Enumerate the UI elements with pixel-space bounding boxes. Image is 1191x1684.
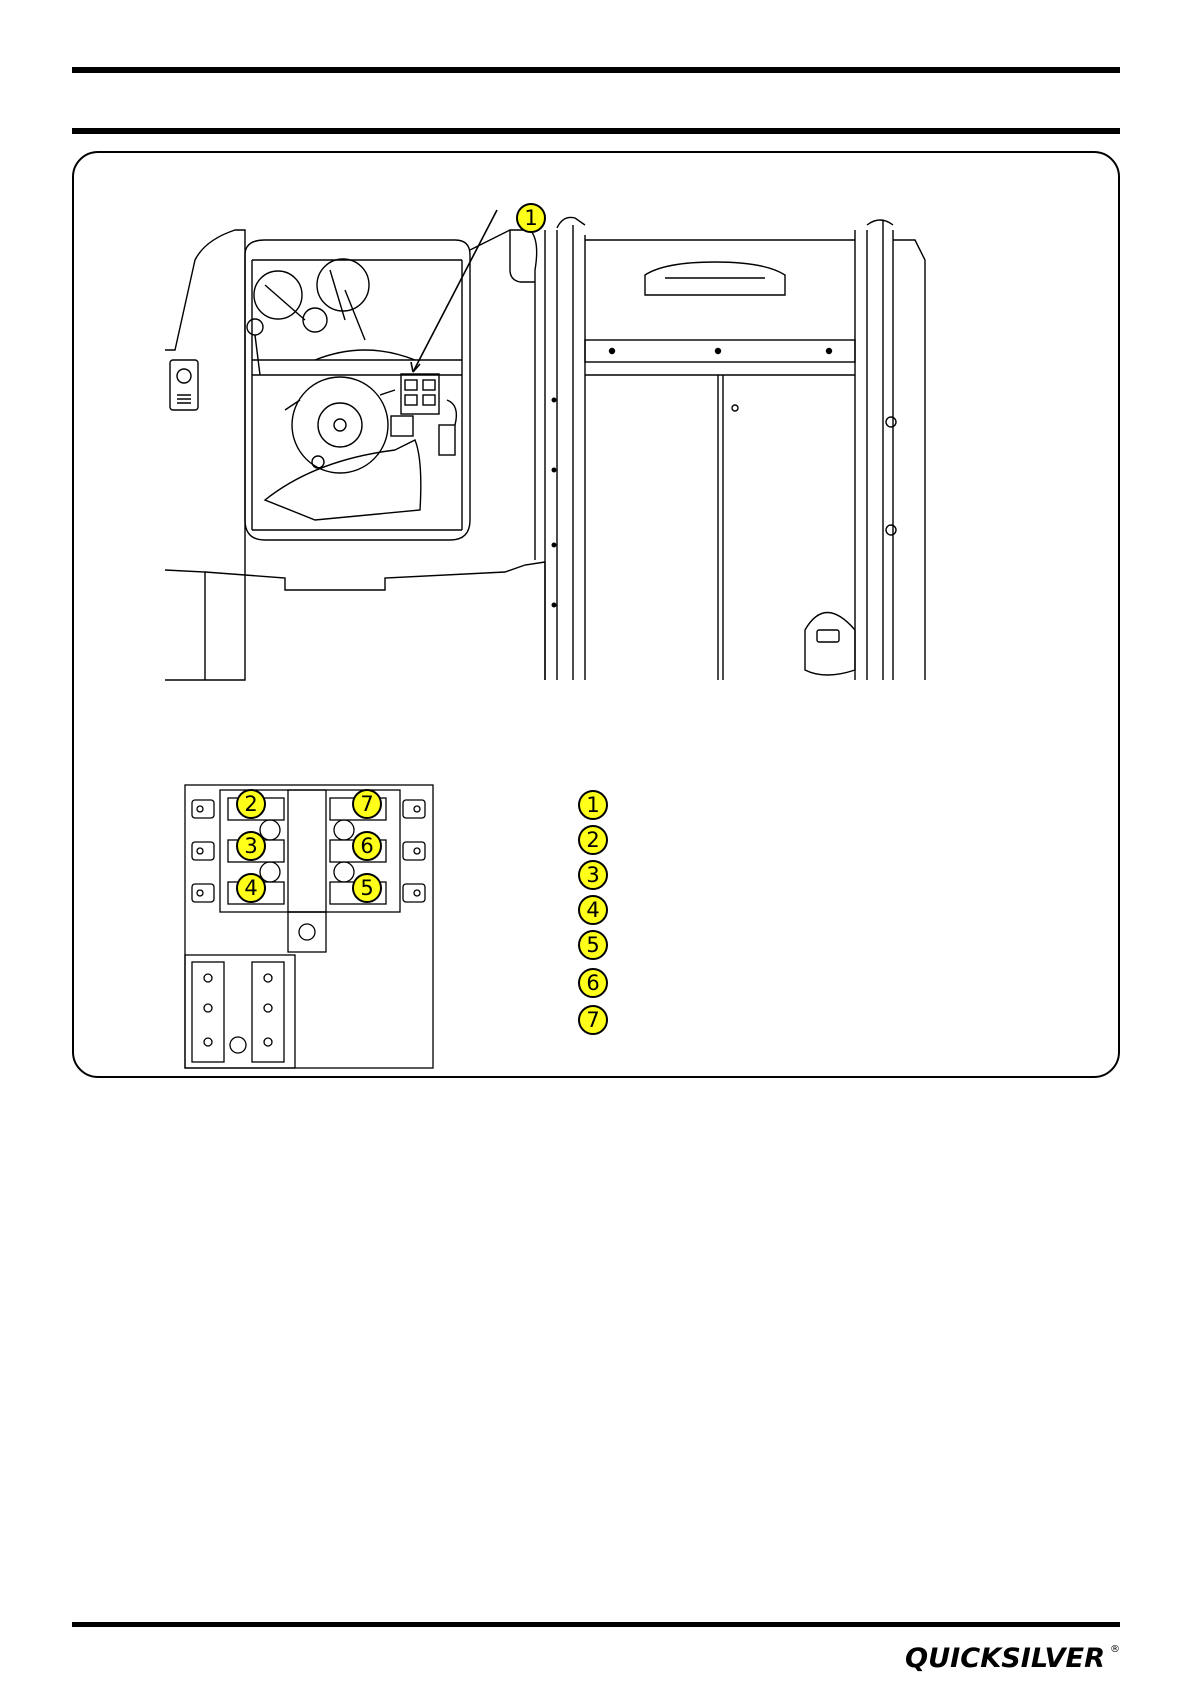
locker-illustration	[165, 200, 985, 690]
svg-text:®: ®	[1110, 1644, 1120, 1655]
header-rule-top	[72, 67, 1120, 73]
legend-item-1	[578, 790, 998, 822]
legend-item-4	[578, 895, 998, 927]
legend-number: 5	[578, 930, 608, 960]
callout-4: 4	[236, 873, 266, 903]
legend-number: 1	[578, 790, 608, 820]
callout-5: 5	[352, 873, 382, 903]
header-rule-bottom	[72, 128, 1120, 134]
legend-number: 2	[578, 825, 608, 855]
svg-text:QUICKSILVER: QUICKSILVER	[905, 1643, 1105, 1674]
fuse-box-illustration	[180, 780, 440, 1070]
callout-2: 2	[236, 789, 266, 819]
callout-3: 3	[236, 831, 266, 861]
legend-item-6	[578, 968, 998, 1000]
legend-number: 6	[578, 968, 608, 998]
legend-item-7	[578, 1005, 998, 1037]
legend-item-2	[578, 825, 998, 857]
quicksilver-logo	[905, 1640, 1125, 1674]
footer-rule	[72, 1622, 1120, 1627]
callout-7: 7	[352, 789, 382, 819]
legend-number: 3	[578, 860, 608, 890]
legend-item-5	[578, 930, 998, 962]
legend	[578, 790, 998, 1050]
callout-6: 6	[352, 831, 382, 861]
legend-number: 4	[578, 895, 608, 925]
legend-number: 7	[578, 1005, 608, 1035]
legend-item-3	[578, 860, 998, 892]
callout-1: 1	[516, 203, 546, 233]
